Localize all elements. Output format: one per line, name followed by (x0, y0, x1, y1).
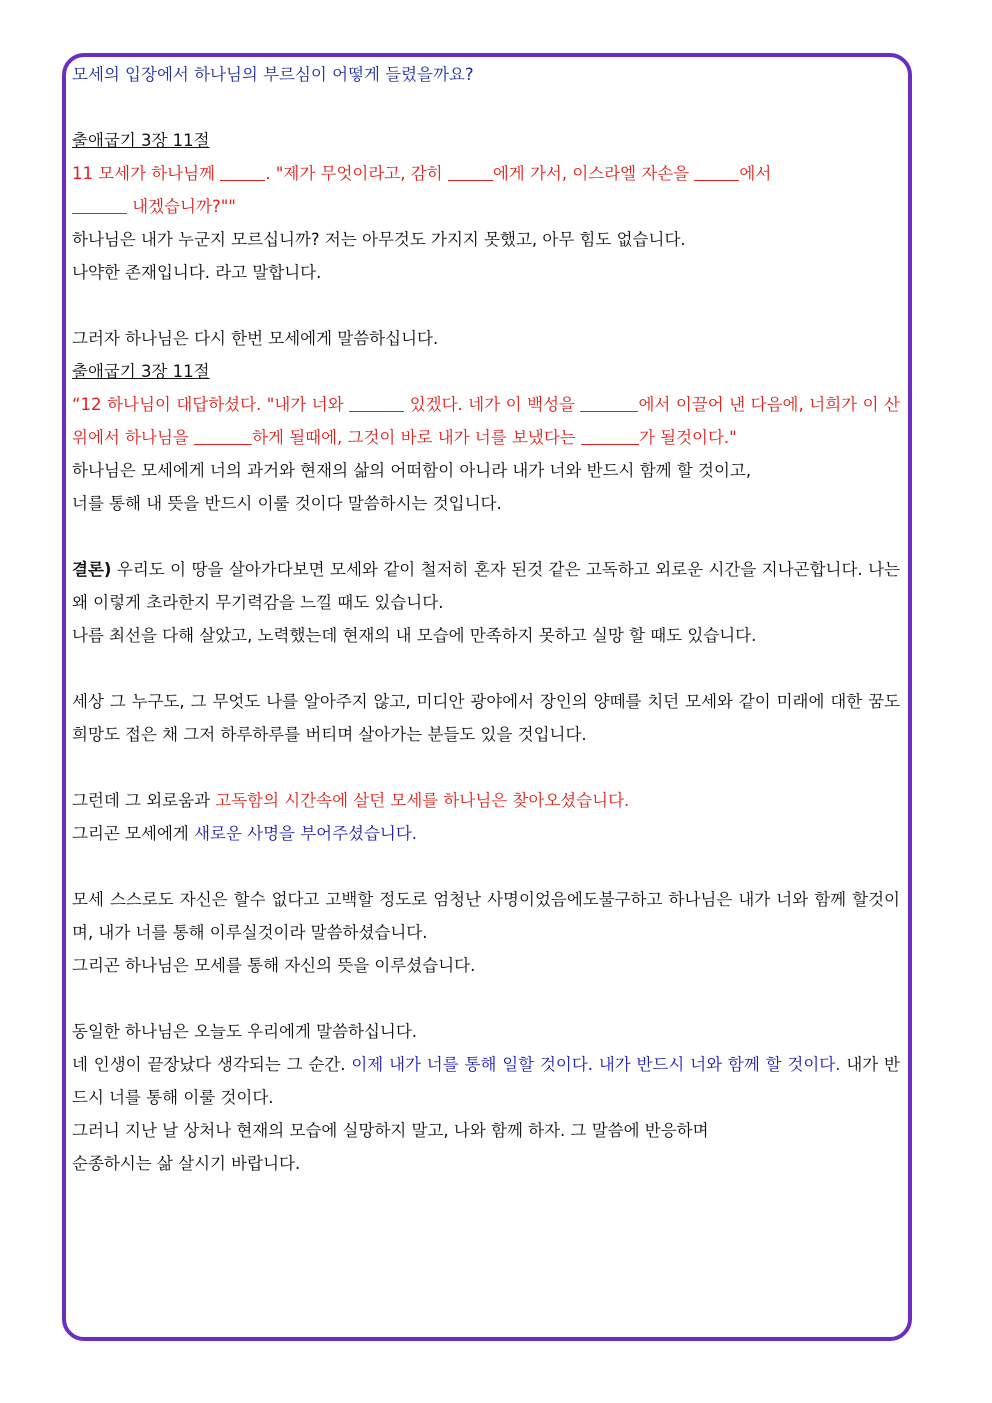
today-prefix: 네 인생이 끝장났다 생각되는 그 순간. (72, 1055, 352, 1074)
today-paragraph (72, 1048, 900, 1114)
conclusion-text: 우리도 이 땅을 살아가다보면 모세와 같이 철저히 혼자 된것 같은 고독하고 외로운 시간을 지나곤합니다. 나는 왜 이렇게 초라한지 무기력감을 느낄 때도 있습니다. (72, 560, 900, 612)
spacer (72, 982, 900, 1015)
verse-12-part3: 에서 이끌어 낸 다음에, 너희가 이 산 위에서 하나님을 (72, 395, 900, 447)
mission-line (72, 817, 900, 850)
scripture-reference: 출애굽기 3장 11절 (72, 131, 210, 150)
fill-blank (349, 389, 404, 412)
verse-12-part2: 있겠다. 네가 이 백성을 (404, 395, 581, 414)
verse-11 (72, 157, 900, 223)
spacer (72, 850, 900, 883)
moses-reply-2: 나약한 존재입니다. 라고 말합니다. (72, 263, 322, 282)
explanation-2: 너를 통해 내 뜻을 반드시 이룰 것이다 말씀하시는 것입니다. (72, 494, 502, 513)
fill-blank (448, 158, 493, 181)
visit-highlight: 고독함의 시간속에 살던 모세를 하나님은 찾아오셨습니다. (215, 791, 630, 810)
verse-12-part5: 가 될것이다." (638, 428, 737, 447)
today-suffix: 내가 반드시 너를 통해 이룰 것이다. (72, 1055, 900, 1107)
fill-blank (694, 158, 739, 181)
fill-blank (220, 158, 265, 181)
verse-11-part3: 에게 가서, 이스라엘 자손을 (492, 164, 695, 183)
visit-line (72, 784, 900, 817)
explanation-1: 하나님은 모세에게 너의 과거와 현재의 삶의 어떠함이 아니라 내가 너와 반드시 함께 할 것이고, (72, 461, 752, 480)
fulfilled-line: 그리곤 하나님은 모세를 통해 자신의 뜻을 이루셨습니다. (72, 956, 476, 975)
conclusion-label: 결론) (72, 560, 112, 579)
promise-paragraph: 모세 스스로도 자신은 할수 없다고 고백할 정도로 엄청난 사명이었음에도불구하고 하나님은 내가 너와 함께 할것이며, 내가 너를 통해 이루실것이라 말씀하셨습니다. (72, 890, 900, 942)
fill-blank (194, 422, 252, 445)
verse-11-part1: 11 모세가 하나님께 (72, 164, 221, 183)
verse-12 (72, 388, 900, 454)
spacer (72, 520, 900, 553)
spacer (72, 652, 900, 685)
closing-line-2: 순종하시는 삶 살시기 바랍니다. (72, 1154, 301, 1173)
closing-line-1: 그러니 지난 날 상처나 현재의 모습에 실망하지 말고, 나와 함께 하자. 그 말씀에 반응하며 (72, 1121, 709, 1140)
mission-highlight: 새로운 사명을 부어주셨습니다. (194, 824, 418, 843)
visit-prefix: 그런데 그 외로움과 (72, 791, 216, 810)
moses-reply-1: 하나님은 내가 누군지 모르십니까? 저는 아무것도 가지지 못했고, 아무 힘도 없습니다. (72, 230, 686, 249)
spacer (72, 91, 900, 124)
verse-11-part5: 내겠습니까?"" (127, 197, 236, 216)
spacer (72, 289, 900, 322)
verse-12-part1: “12 하나님이 대답하셨다. "내가 너와 (72, 395, 350, 414)
god-speaks-again: 그러자 하나님은 다시 한번 모세에게 말씀하십니다. (72, 329, 439, 348)
verse-11-part4: 에서 (739, 164, 772, 183)
conclusion-line-2: 나름 최선을 다해 살았고, 노력했는데 현재의 내 모습에 만족하지 못하고 실망 할 때도 있습니다. (72, 626, 757, 645)
world-paragraph: 세상 그 누구도, 그 무엇도 나를 알아주지 않고, 미디안 광야에서 장인의 양떼를 치던 모세와 같이 미래에 대한 꿈도 희망도 접은 채 그저 하루하루를 버티며 살아가는 분들도 있을 것입니다. (72, 692, 900, 744)
verse-12-part4: 하게 될때에, 그것이 바로 내가 너를 보냈다는 (252, 428, 581, 447)
mission-prefix: 그리곤 모세에게 (72, 824, 195, 843)
same-god-line: 동일한 하나님은 오늘도 우리에게 말씀하십니다. (72, 1022, 418, 1041)
today-highlight: 이제 내가 너를 통해 일할 것이다. 내가 반드시 너와 함께 할 것이다. (351, 1055, 841, 1074)
sermon-text (72, 58, 900, 1180)
conclusion-paragraph (72, 553, 900, 619)
verse-11-part2: . "제가 무엇이라고, 감히 (265, 164, 448, 183)
fill-blank (72, 191, 127, 214)
scripture-reference: 출애굽기 3장 11절 (72, 362, 210, 381)
spacer (72, 751, 900, 784)
intro-question: 모세의 입장에서 하나님의 부르심이 어떻게 들렸을까요? (72, 65, 474, 84)
fill-blank (581, 422, 639, 445)
fill-blank (580, 389, 638, 412)
